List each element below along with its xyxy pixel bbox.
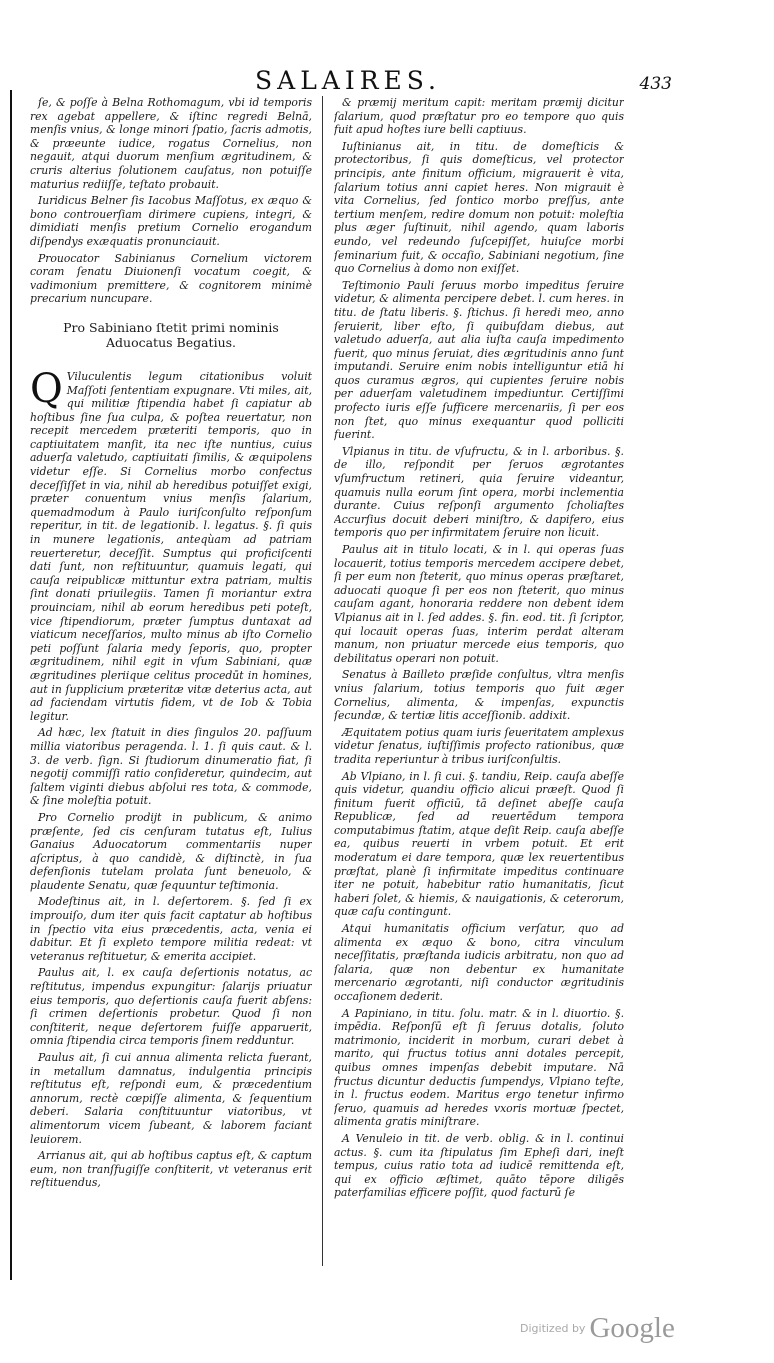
paragraph: Paulus ait, l. ex cauſa deſertionis notatus, ac reſtitutus, impendus expungitur: ſalarijs priuatur eius temporis, quo deſertionis cauſa fuerit abſens: ſi crimen deſertionis probetur. Quod ſi non conſtiterit, neque deſertorem fuiſſe apparuerit, omnia ſtipendia circa temporis ſinem redduntur.	[30, 966, 312, 1048]
paragraph: Modeſtinus ait, in l. deſertorem. §. ſed ſi ex improuiſo, dum iter quis facit captatur ab hoſtibus in ſpectio vita eius præcedentis, acta, venia ei dabitur. Et ſi expleto tempore militia redeat: vt veteranus reſtituetur, & emerita accipiet.	[30, 895, 312, 963]
digitized-by-label: Digitized by	[520, 1321, 586, 1335]
paragraph: Teſtimonio Pauli ſeruus morbo impeditus ſeruire videtur, & alimenta percipere debet. l. cum heres. in titu. de ſtatu liberis. §. ſtichus. ſi heredi meo, anno ſeruierit, liber eſto, ſi quibuſdam diebus, aut valetudo aduerſa, aut alia iuſta cauſa impedimento fuerit, quo minus ſeruiat, dies ægritudinis anno ſunt imputandi. Seruire enim nobis intelliguntur etiā hi quos curamus ægros, qui cupientes ſeruire nobis per aduerſam valetudinem impediuntur. Certiſſimi profecto iuris eſſe ſufficere mercenariis, ſi per eos non ſtet, quo minus exequantur quod polliciti fuerint.	[334, 278, 624, 442]
column-divider	[322, 96, 323, 1266]
page-number: 433	[639, 74, 672, 94]
google-logo: Google	[589, 1311, 675, 1344]
paragraph: Ad hæc, lex ſtatuit in dies ſingulos 20. paſſuum millia viatoribus peragenda. l. 1. ſi quis caut. & l. 3. de verb. ſign. Si ſtudiorum dinumeratio fiat, ſi negotij commiſſi ratio conſideretur, quindecim, aut ſaltem viginti diebus abſolui res tota, & commode, & ſine moleſtia potuit.	[30, 726, 312, 808]
paragraph: Arrianus ait, qui ab hoſtibus captus eſt, & captum eum, non tranſfugiſſe conſtiterit, vt veteranus erit reſtituendus,	[30, 1149, 312, 1190]
left-column	[30, 96, 312, 1281]
paragraph: Æquitatem potius quam iuris ſeueritatem amplexus videtur ſenatus, iuſtiſſimis profecto rationibus, quæ tradita reperiuntur à tribus iuriſconſultis.	[334, 725, 624, 766]
google-watermark	[520, 1310, 720, 1346]
paragraph: Atqui humanitatis officium verſatur, quo ad alimenta ex æquo & bono, citra vinculum neceſſitatis, præſtanda iudicis arbitratu, non quo ad ſalaria, quæ non debentur ex humanitate mercenario ægrotanti, niſi conductor ægritudinis occaſionem dederit.	[334, 922, 624, 1003]
drop-cap: Q	[30, 365, 63, 412]
paragraph: A Venuleio in tit. de verb. oblig. & in l. continui actus. §. cum ita ſtipulatus ſim Epheſi dari, ineſt tempus, cuius ratio tota ad iudicē remittenda eſt, qui ex officio æſtimet, quāto tēpore diligēs paterfamilias efficere poſſit, quod facturū ſe	[334, 1131, 624, 1200]
paragraph	[30, 365, 312, 723]
paragraph: Iuſtinianus ait, in titu. de domeſticis & protectoribus, ſi quis domeſticus, vel protector principis, ante finitum officium, migrauerit è vita, ſalarium totius anni capiet heres. Non migrauit è vita Cornelius, ſed ſontico morbo preſſus, ante tertium menſem, redire domum non potuit: moleſtia plus æger ſuſtinuit, nihil agendo, quam laboris eundo, vel redeundo ſuſcepiſſet, huiuſce morbi ſeminarium fuit, & occaſio, Sabiniani negotium, ſine quo Cornelius à domo non exiſſet.	[334, 139, 624, 276]
paragraph: Iuridicus Belner ſis Iacobus Maſſotus, ex æquo & bono controuerſiam dirimere cupiens, integri, & dimidiati menſis pretium Cornelio erogandum diſpendys exæquatis pronunciauit.	[30, 194, 312, 248]
section-heading: Pro Sabiniano ſtetit primi nominis Aduocatus Begatius.	[63, 319, 279, 350]
paragraph: ſe, & poſſe à Belna Rothomagum, vbi id temporis rex agebat appellere, & iſtinc regredi Belnā, menſis vnius, & longe minori ſpatio, ſacris admotis, & præeunte iudice, rogatus Cornelius, non negauit, atqui duorum menſium ægritudinem, & cruris alterius ſolutionem cauſatus, non potuiſſe maturius rediiſſe, teſtato probauit.	[30, 96, 312, 191]
paragraph: Vlpianus in titu. de vſufructu, & in l. arboribus. §. de illo, reſpondit per ſeruos ægrotantes vſumfructum retineri, quia ſeruire videantur, quamuis nulla eorum ſint opera, morbi inclementia durante. Cuius reſponſi argumento ſcholiaſtes Accurſius docuit deberi miniſtro, & dapifero, eius temporis quo per infirmitatem ſeruire non licuit.	[334, 444, 624, 540]
right-column	[334, 96, 624, 1236]
paragraph: Prouocator Sabinianus Cornelium victorem coram ſenatu Diuionenſi vocatum coegit, & vadimonium premittere, & cognitorem minimè precarium nuncupare.	[30, 251, 312, 306]
paragraph: Ab Vlpiano, in l. ſi cui. §. tandiu, Reip. cauſa abeſſe quis videtur, quandiu officio alicui præeſt. Quod ſi finitum fuerit officiū, tā deſinet abeſſe cauſa Republicæ, ſed ad reuertēdum tempora computabimus ſtatim, atque deſit Reip. cauſa abeſſe ea, quibus reuerti in vrbem potuit. Et erit moderatum ei dare tempora, quæ lex reuertentibus præſtat, planè ſi infirmitate impeditus continuare iter ne potuit, habebitur ratio humanitatis, ſicut haberi ſolet, & hiemis, & nauigationis, & ceterorum, quæ caſu contingunt.	[334, 769, 624, 919]
binding-gutter-line	[10, 90, 12, 1280]
paragraph: & præmij meritum capit: meritam præmij dicitur ſalarium, quod præſtatur pro eo tempore quo quis fuit apud hoſtes iure belli captiuus.	[334, 96, 624, 137]
paragraph-text: Viluculentis legum citationibus voluit Maſſoti ſententiam expugnare. Vti miles, ait, qui militiæ ſtipendia habet ſi capiatur ab hoſtibus ſine ſua culpa, & poſtea reuertatur, non recepit mercedem præteriti temporis, quo in captiuitatem manſit, ita nec iſte nuntius, cuius aduerſa valetudo, captiuitati ſimilis, & æquipolens videtur eſſe. Si Cornelius morbo confectus deceſſiſſet in via, nihil ab heredibus potuiſſet exigi, præter conuentum vnius menſis ſalarium, quemadmodum à Paulo iuriſconſulto reſponſum reperitur, in tit. de legationib. l. legatus. §. ſi quis in munere legationis, anteqùam ad patriam reuerteretur, deceſſit. Sumptus qui proficiſcenti dati ſunt, non reſtituuntur, quamuis legati, qui cauſa reipublicæ mittuntur extra patriam, multis ſint donati priuilegiis. Tamen ſi moriantur extra prouinciam, nihil ab eorum heredibus peti poteſt, vice ſtipendiorum, præter ſumptus duntaxat ad viaticum neceſſarios, multo minus ab iſto Cornelio peti poſſunt ſalaria medy ſeporis, quo, propter ægritudinem, nihil egit in vſum Sabiniani, quæ ægritudines pleriique celitus procedūt in homines, aut in ſupplicium præteritæ vitæ deterius acta, aut ad faciendam virtutis fidem, vt de Iob & Tobia legitur.	[30, 369, 312, 723]
paragraph: A Papiniano, in titu. ſolu. matr. & in l. diuortio. §. impēdia. Reſponſū eſt ſi ſeruus dotalis, ſoluto matrimonio, inciderit in morbum, curari debet à marito, qui fructus totius anni dotales percepit, quibus omnes impenſas debebit imputare. Nā fructus dicuntur deductis ſumpendys, Vlpiano teſte, in l. fructus eodem. Maritus ergo tenetur infirmo ſeruo, quamuis ad heredes vxoris mortuæ ſpectet, alimenta gratis miniſtrare.	[334, 1006, 624, 1129]
running-title: SALAIRES.	[255, 66, 441, 95]
paragraph: Pro Cornelio prodijt in publicum, & animo præſente, ſed cis cenſuram tutatus eſt, Iulius Ganaius Aduocatorum commentariis nuper aſcriptus, à quo candidè, & diſtinctè, in ſua defenſionis tutelam prolata ſunt beneuolo, & plaudente Senatu, quæ ſequuntur teſtimonia.	[30, 810, 312, 892]
paragraph: Paulus ait in titulo locati, & in l. qui operas ſuas locauerit, totius temporis mercedem accipere debet, ſi per eum non ſteterit, quo minus operas præſtaret, aduocati quoque ſi per eos non ſteterit, quo minus cauſam agant, honoraria reddere non debent idem Vlpianus ait in l. ſed addes. §. fin. eod. tit. ſi ſcriptor, qui locauit operas ſuas, interim perdat alteram manum, non priuatur mercede eius temporis, quo debilitatus operari non potuit.	[334, 543, 624, 665]
paragraph: Paulus ait, ſi cui annua alimenta relicta fuerant, in metallum damnatus, indulgentia principis reſtitutus eſt, reſpondi eum, & præcedentium annorum, rectè cœpiſſe alimenta, & ſequentium deberi. Salaria conſtituuntur viatoribus, vt alimentorum vicem ſubeant, & laborem faciant leuiorem.	[30, 1051, 312, 1146]
paragraph: Senatus à Bailleto præſide conſultus, vltra menſis vnius ſalarium, totius temporis quo fuit æger Cornelius, alimenta, & impenſas, expunctis ſecundæ, & tertiæ litis acceſſionib. addixit.	[334, 668, 624, 723]
